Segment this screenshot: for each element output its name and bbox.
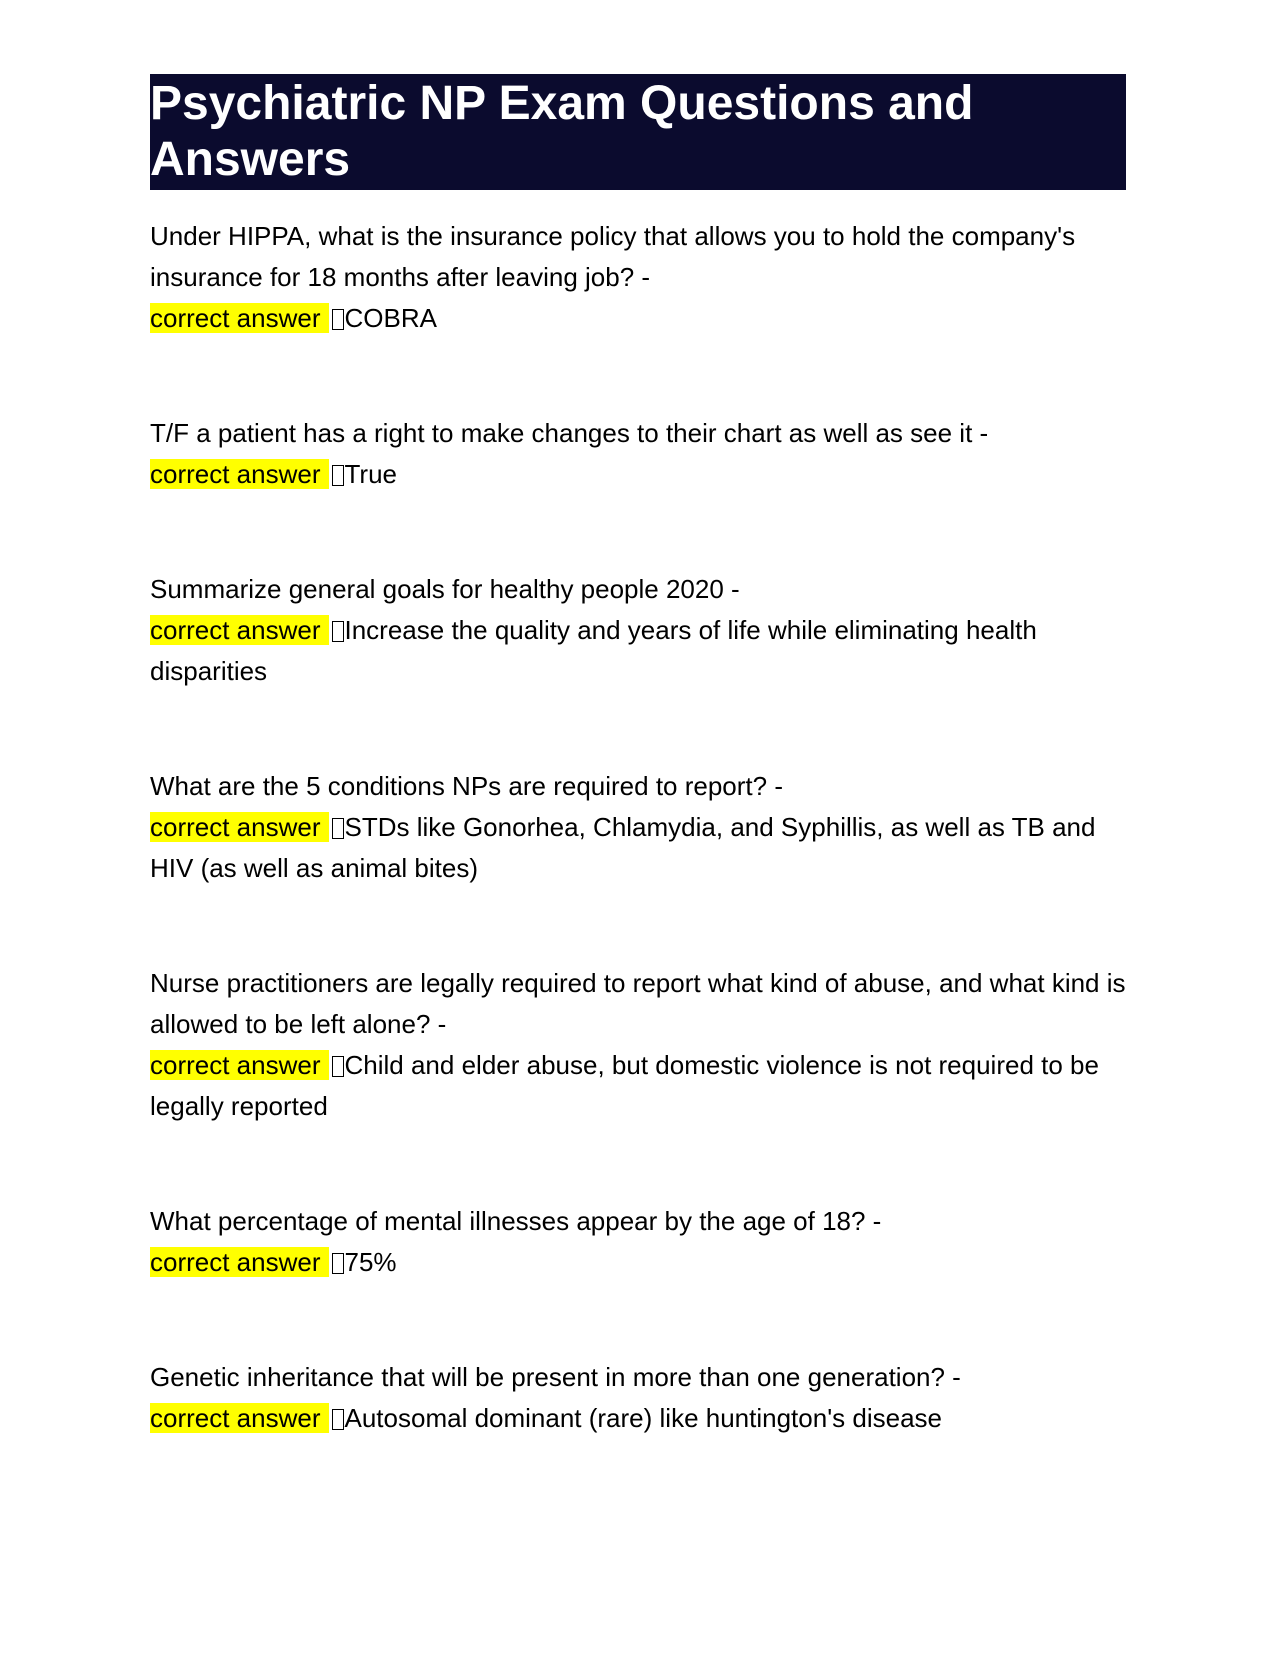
question-text: Nurse practitioners are legally required to report what kind of abuse, and what kind is allowed to be left alone? - bbox=[150, 968, 1126, 1039]
question-text: Summarize general goals for healthy people 2020 - bbox=[150, 574, 740, 604]
correct-answer-label: correct answer bbox=[150, 1403, 329, 1433]
correct-answer-label: correct answer bbox=[150, 812, 329, 842]
correct-answer-label: correct answer bbox=[150, 303, 329, 333]
correct-answer-label: correct answer bbox=[150, 1050, 329, 1080]
missing-glyph-icon bbox=[332, 309, 344, 330]
answer-text: True bbox=[344, 459, 397, 489]
qa-item bbox=[150, 1357, 1126, 1439]
question-text: What are the 5 conditions NPs are required to report? - bbox=[150, 771, 783, 801]
correct-answer-label: correct answer bbox=[150, 615, 329, 645]
question-text: Genetic inheritance that will be present in more than one generation? - bbox=[150, 1362, 961, 1392]
missing-glyph-icon bbox=[332, 465, 344, 486]
qa-item bbox=[150, 963, 1126, 1127]
answer-line bbox=[150, 454, 1126, 495]
answer-text: Child and elder abuse, but domestic violence is not required to be legally reported bbox=[150, 1050, 1099, 1121]
correct-answer-label: correct answer bbox=[150, 459, 329, 489]
question-text: T/F a patient has a right to make changes to their chart as well as see it - bbox=[150, 418, 989, 448]
missing-glyph-icon bbox=[332, 1056, 344, 1077]
qa-item bbox=[150, 766, 1126, 889]
qa-list bbox=[150, 216, 1126, 1439]
document-page bbox=[150, 74, 1126, 1513]
qa-item bbox=[150, 569, 1126, 692]
document-title: Psychiatric NP Exam Questions and Answers bbox=[150, 74, 1126, 190]
answer-line bbox=[150, 1045, 1126, 1127]
missing-glyph-icon bbox=[332, 1253, 344, 1274]
answer-line bbox=[150, 1398, 1126, 1439]
qa-item bbox=[150, 413, 1126, 495]
missing-glyph-icon bbox=[332, 1409, 344, 1430]
qa-item bbox=[150, 216, 1126, 339]
answer-text: Autosomal dominant (rare) like huntington's disease bbox=[344, 1403, 943, 1433]
correct-answer-label: correct answer bbox=[150, 1247, 329, 1277]
question-text: Under HIPPA, what is the insurance policy that allows you to hold the company's insurance for 18 months after leaving job? - bbox=[150, 221, 1076, 292]
answer-line bbox=[150, 298, 1126, 339]
answer-line bbox=[150, 807, 1126, 889]
answer-line bbox=[150, 610, 1126, 692]
question-text: What percentage of mental illnesses appear by the age of 18? - bbox=[150, 1206, 882, 1236]
answer-text: Increase the quality and years of life while eliminating health disparities bbox=[150, 615, 1037, 686]
answer-text: COBRA bbox=[344, 303, 437, 333]
answer-text: 75% bbox=[344, 1247, 397, 1277]
answer-line bbox=[150, 1242, 1126, 1283]
missing-glyph-icon bbox=[332, 621, 344, 642]
answer-text: STDs like Gonorhea, Chlamydia, and Syphillis, as well as TB and HIV (as well as animal bites) bbox=[150, 812, 1096, 883]
missing-glyph-icon bbox=[332, 818, 344, 839]
qa-item bbox=[150, 1201, 1126, 1283]
